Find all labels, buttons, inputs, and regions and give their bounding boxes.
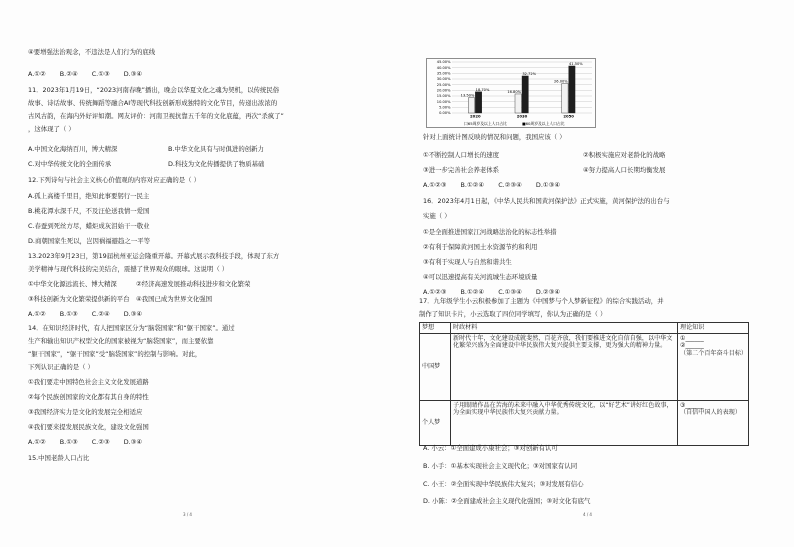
answer-option: B.①②④ (460, 181, 485, 189)
table-row (420, 400, 749, 445)
y-tick-label: 25.00% (436, 82, 451, 87)
q13-answer-options (28, 310, 154, 318)
chart-question-stem: 针对上面统计图反映的情况和问题，我国应该（ ） (423, 133, 566, 141)
y-tick-label: 45.00% (436, 60, 451, 65)
q17-answer-option: B. 小手：①基本实现社会主义现代化；③对国家有认同 (423, 462, 578, 470)
data-label: 32.72% (522, 71, 537, 76)
dream-cell: 个人梦 (420, 400, 451, 445)
q14-statement: ②每个民族创国家的文化都有其自身的特性 (28, 393, 149, 401)
chart-question-option: ②积极实施应对老龄化的战略 (583, 151, 666, 159)
q17-answer-option: C. 小王：②全面实现中华民族伟大复兴；③对发展有信心 (423, 480, 584, 488)
material-cell (451, 333, 678, 400)
answer-option: B.①②④ (460, 288, 485, 296)
q12-stem: 12.下列诗句与社会主义核心价值观的内容对应正确的是（ ） (28, 176, 200, 184)
theory-blank: ①______ (680, 334, 704, 342)
answer-option: C.②③④ (498, 181, 522, 189)
answer-option: D.③④ (123, 310, 143, 318)
q17-answer-option: A. 小云：①全面建成小康社会；③对创新有认可 (423, 444, 558, 452)
x-axis-labels (470, 114, 574, 119)
bar (562, 84, 568, 113)
answer-option: C.①③④ (498, 288, 522, 296)
data-label: 18.70% (475, 87, 490, 92)
answer-option: C.①③ (91, 70, 110, 78)
q14-line: 下列认识正确的是（ ） (28, 363, 94, 371)
q16-statement: ①是全面推进国家江河战略法治化的标志性举措 (423, 228, 557, 236)
q17-answer-option: D. 小陈：②全面建成社会主义现代化强国；③对文化有底气 (423, 497, 591, 505)
x-tick-label: 2050 (563, 113, 574, 119)
q12-option: B.桃花潭水深千尺，不及汪伦送我情一爱国 (28, 207, 150, 215)
y-tick-label: 10.00% (436, 99, 451, 104)
chart-question-option: ④努力提高人口长期均衡发展 (583, 166, 666, 174)
answer-option: B.①③ (59, 438, 78, 446)
bar (569, 66, 575, 113)
right-page (419, 0, 779, 547)
q11-line: 古风古韵，在海内外好评如潮。网友评价：河南卫视抗靠五千年的文化底蕴，再次“杀疯了” (28, 112, 284, 120)
q14-line: 生产和输出知识产权型文化的国家被视为“脑袋国家”，而主要依靠 (28, 337, 214, 345)
theory-note: （第二个百年奋斗目标） (680, 349, 748, 357)
theory-blank: ③______ (680, 401, 704, 409)
q15-stem: 15.中国老龄人口占比 (28, 454, 90, 462)
answer-option: D.③④ (123, 70, 143, 78)
material-cell (451, 400, 678, 445)
data-label: 16.80% (507, 89, 522, 94)
q11-option: D.科技为文化传播提供了物质基础 (168, 160, 265, 168)
q10-answer-options (28, 70, 154, 78)
data-label: 41.50% (569, 61, 583, 66)
y-tick-label: 5.00% (439, 105, 451, 110)
answer-option: B.②④ (59, 70, 78, 78)
theory-cell (678, 400, 749, 445)
q16-line: 实施（ ） (423, 212, 451, 220)
q14-statement: ①我们要走中国特色社会主义文化发展道路 (28, 378, 149, 386)
theory-note: （自信中国人的表现） (680, 409, 741, 417)
page-number: 4 / 4 (583, 512, 592, 517)
chart-question-option: ①不断控制人口增长的速度 (423, 151, 500, 159)
x-tick-label: 2020 (470, 113, 481, 119)
bar (468, 98, 474, 113)
chart-question-answers (423, 181, 572, 189)
chart-legend (464, 121, 565, 126)
legend-entry: 口65周岁及以上人口占比 (464, 121, 507, 126)
knowledge-card-table (419, 322, 749, 446)
q13-line: 13.2023年9月23日，第19届杭州亚运会隆重开幕。开幕式展示我科技手段，体现了东方 (28, 252, 280, 260)
q14-line: “躯干国家”，“躯干国家”受“脑袋国家”的控制与影响。对此， (28, 350, 202, 358)
y-tick-label: 35.00% (436, 71, 451, 76)
table-row (420, 333, 749, 400)
q17-line: 17．九年级学生小云积极参加了主题为《中国梦与个人梦新征程》的综合实践活动，并 (419, 297, 664, 305)
q14-statement: ④我们要来提发展民族文化，建设文化强国 (28, 423, 149, 431)
theory-blank: ②______ (680, 342, 704, 350)
data-label: 13.50% (460, 93, 475, 98)
q14-line: 14．在知识经济时代，有人把国家区分为“脑袋国家”和“躯干国家”。通过 (28, 324, 235, 332)
q16-answer-options (423, 288, 572, 296)
q16-statement: ②有利于保障黄河国土水资源节约和利用 (423, 243, 538, 251)
q13-statement: ①中华文化源远流长、博大精深 ②经济高速发展推动科技进步和文化繁荣 (28, 280, 251, 288)
table-header: 理论知识 (678, 323, 749, 334)
y-tick-label: 20.00% (436, 88, 451, 93)
q13-statement: ③科技创新为文化繁荣提供新的平台 ④我国已成为世界文化强国 (28, 295, 213, 303)
answer-option: D.②③④ (535, 288, 561, 296)
answer-option: A.①② (28, 438, 46, 446)
chart-question-option: ③进一步完善社会养老体系 (423, 166, 500, 174)
q10-option-4: ④要增强法治观念，不违法是人们行为的底线 (28, 48, 156, 56)
legend-entry: ■60周岁及以上人口占比 (522, 121, 565, 126)
q11-option: A.中国文化海纳百川，博大精深 (28, 145, 118, 153)
q11-line: ，这体现了（ ） (28, 125, 75, 133)
answer-option: C.②④ (91, 310, 110, 318)
theory-cell (678, 333, 749, 400)
y-tick-label: 30.00% (436, 77, 451, 82)
dream-cell: 中国梦 (420, 333, 451, 400)
table-header: 梦想 (420, 323, 451, 334)
q16-statement: ④可以迅速提高有关河流城生态环境质量 (423, 273, 538, 281)
answer-option: D.①③④ (535, 181, 561, 189)
answer-option: B.①③ (59, 310, 78, 318)
answer-option: D.③④ (123, 438, 143, 446)
q11-option: B.中华文化具有与时俱进的创新力 (168, 145, 264, 153)
chart-bars (461, 62, 584, 113)
q12-option: D.商朝国家生死以，岂因祸福避趋之一平等 (28, 237, 150, 245)
bar (522, 76, 528, 113)
q14-answer-options (28, 438, 154, 446)
q16-line: 16．2023年4月1日起，《中华人民共和国黄河保护法》正式实施，黄河保护法的出台与 (423, 197, 670, 205)
left-page (28, 0, 384, 547)
answer-option: A.①②③ (423, 181, 447, 189)
q11-option: C.对中华传统文化的全面传承 (28, 160, 112, 168)
material-text: 子用眼睛作品在苦海的未来中融入中华优秀传统文化，以“好艺术”讲好红色故事，为全面实现中华民族伟大复兴贡献力量。 (453, 401, 673, 417)
table-header: 时政材料 (451, 323, 678, 334)
answer-option: A.①②③ (423, 288, 447, 296)
aging-population-bar-chart (426, 58, 596, 128)
data-label: 26.00% (554, 79, 568, 84)
bar (475, 92, 481, 113)
q13-line: 美学精神与现代科技的完美结合，震撼了世界观众的眼球。这说明（ ） (28, 265, 229, 273)
q12-option: C.春蚕到死丝方尽，蜡炬成灰泪始干一敬业 (28, 222, 150, 230)
q11-line: 故事、诗话故事、传统舞蹈等融合AI等现代科技创新形成独特的文化节目，传递出浓浓的 (28, 99, 278, 107)
y-tick-label: 15.00% (436, 94, 451, 99)
q12-option: A.孤上高楼千里目，绝知此事要躬行一民主 (28, 192, 150, 200)
bar (515, 94, 521, 113)
answer-option: A.①② (28, 310, 46, 318)
answer-option: A.①② (28, 70, 46, 78)
page-number: 3 / 4 (183, 512, 192, 517)
q16-statement: ③有利于实现人与自然和谐共生 (423, 258, 512, 266)
q17-line: 制作了知识卡片，小云选取了四位同学填写，你认为正确的是（ ） (419, 310, 607, 318)
y-tick-label: 0.00% (439, 111, 451, 116)
y-tick-label: 40.00% (436, 65, 451, 70)
q14-statement: ③我国经济实力是文化的发展完全相适应 (28, 408, 143, 416)
material-text: 新时代十年，文化建设成就斐然，百花齐放，我们要推进文化自信自强，以中华文化繁荣兴盛为全面建设中华民族伟大复兴提供主要支撑，更为强大的精神力量。 (453, 334, 673, 350)
q11-line: 11．2023年1月19日，“2023河南春晚”播出，晚会以华夏文化之魂为契机，以传统民俗 (28, 86, 280, 94)
x-tick-label: 2030 (516, 113, 528, 119)
answer-option: C.②③ (91, 438, 110, 446)
